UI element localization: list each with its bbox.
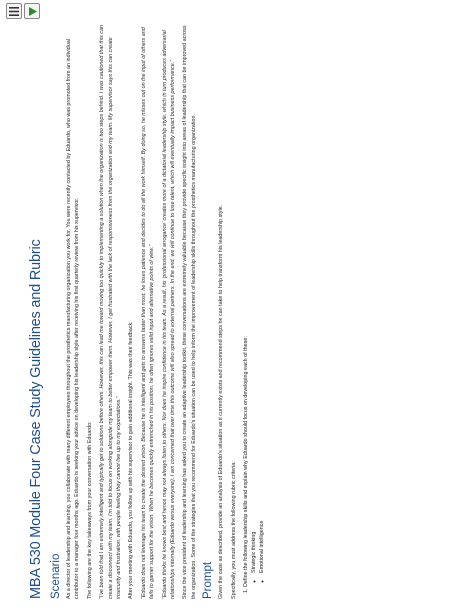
body-paragraph: The following are the key takeaways from your conversation with Eduardo:: [86, 421, 93, 599]
criteria-item: [242, 18, 266, 587]
criteria-text: Define the following leadership skills and explain why Eduardo should focus on developing each of these:: [243, 336, 250, 587]
prompt-paragraph: Given the case as described, provide an analysis of Eduardo's situation as it currently exists and recommend steps he can take to help transform his leadership style.: [218, 204, 225, 599]
criteria-sub-item: ◦ Strategic thinking: [250, 18, 258, 573]
prompt-heading: Prompt: [202, 561, 215, 599]
document-title: MBA 530 Module Four Case Study Guidelines and Rubric: [28, 239, 44, 599]
criteria-list: [242, 18, 266, 599]
body-paragraph: As a director of leadership and learning, you collaborate with many different employees throughout the prosthetics manufacturing organization you work for. You were recently contacted by Eduardo, who was promoted from an individual contributor to a manager four months ago. Eduardo is seeking your advice on developing his leadership style after receiving his first quarterly review from his supervisor.: [66, 39, 81, 599]
quote-paragraph: “Eduardo does not leverage his team to create the desired vision. Because he is intelligent and gets to answers faster than most, he loses patience and decides to do all the work himself. By doing so, he misses out on the input of others and fails to garner support for the vision. When he becomes quickly entrenched in his position, he often ignores valid input and alternative points of view.”: [140, 27, 156, 599]
prompt-paragraph: Specifically, you must address the following rubric criteria:: [230, 461, 237, 599]
scenario-body: [65, 18, 198, 599]
body-paragraph: After your meeting with Eduardo, you follow up with his supervisor to gain additional insight. This was their feedback:: [128, 321, 135, 599]
scenario-heading: Scenario: [50, 553, 62, 599]
body-paragraph: Since the vice president of leadership and learning has asked you to create an adaptive leadership toolkit, these conversations are extremely valuable because they provide specific insight into areas of leadership that can be improved across the organization. Some of the strategies that you recommend for Eduardo's situation can be used to help inform the improvement of leadership skills throughout the prosthetics manufacturing organization.: [182, 25, 197, 599]
prompt-body: [217, 18, 238, 599]
quote-paragraph: “I've been told that I am extremely intelligent and typically get to solutions before others. However, this can lead me toward moving too quickly to implementing a solution when the organization is two steps behind. I was cautioned that this can create a disconnect with my team. I'm told to focus on working alongside my team to better empower them. However, I get frustrated with the lack of responsiveness from the organization and my team. My supervisor says this can create insecurity and frustration, with people feeling they cannot live up to my expectations.”: [99, 25, 123, 599]
quote-paragraph: “Eduardo thinks he knows best and hence may not always listen to others. Nor does he inspire confidence in his team. As a result, his ‘professional arrogance’ creates more of a dictatorial leadership style, which in turn produces adversarial relationships internally (Eduardo versus everyone). I am concerned that over time this outcome will also spread to external partners. In the end, we will continue to lose talent, which will eventually impact business performance.”: [161, 30, 177, 599]
criteria-sub-item: ◦ Emotional intelligence: [258, 18, 266, 573]
criteria-sub-list: [250, 18, 266, 587]
